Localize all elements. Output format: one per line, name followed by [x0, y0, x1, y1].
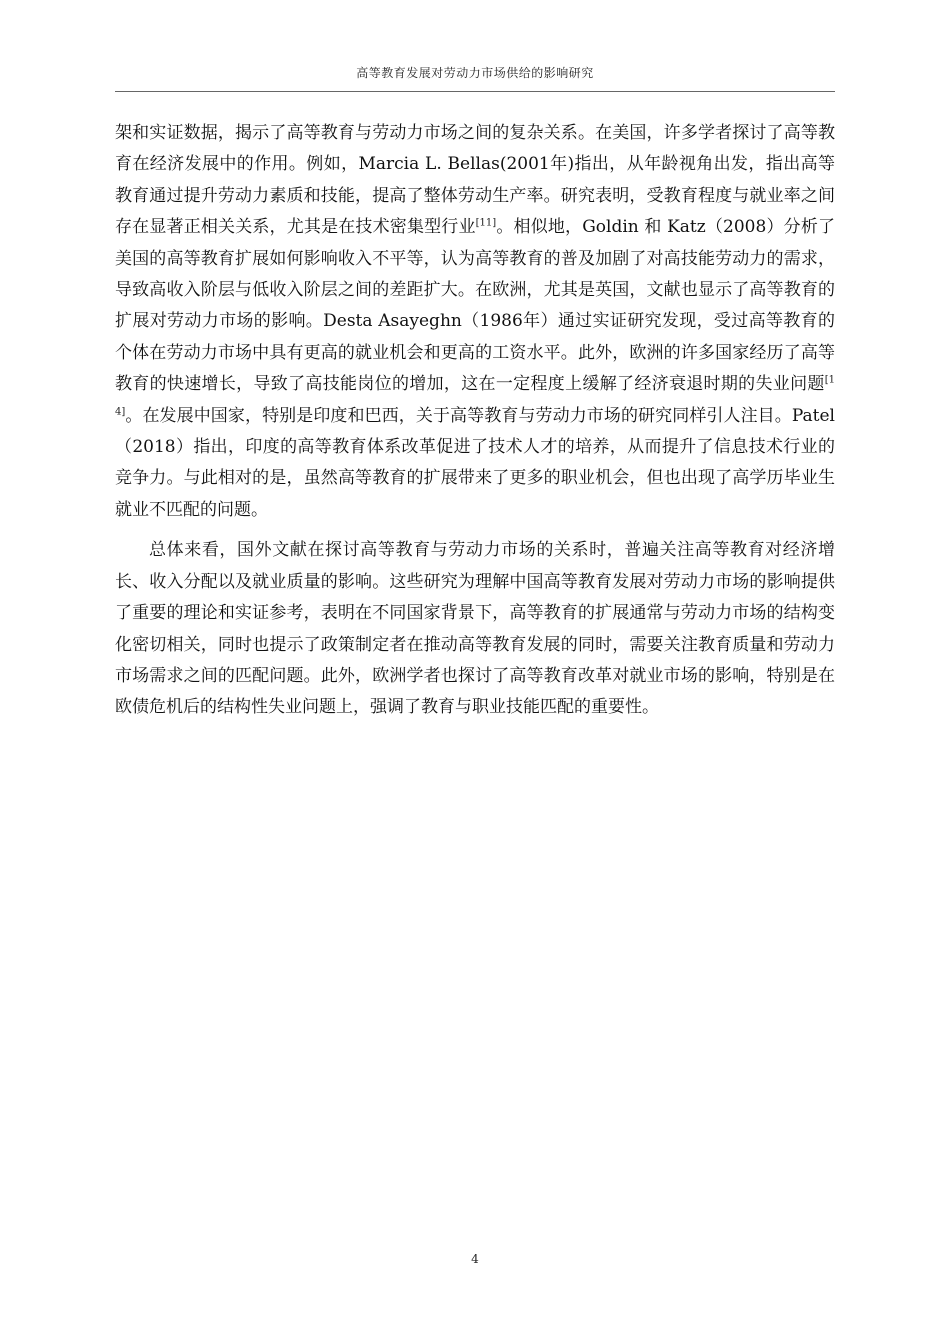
- paragraph-2: [115, 535, 835, 723]
- citation-ref: [14]: [115, 374, 835, 417]
- page-number: 4: [471, 1252, 479, 1266]
- paragraph-text: 。相似地，Goldin 和 Katz（2008）分析了美国的高等教育扩展如何影响收入不平等，认为高等教育的普及加剧了对高技能劳动力的需求，导致高收入阶层与低收入阶层之间的差距扩大。在欧洲，尤其是英国，文献也显示了高等教育的扩展对劳动力市场的影响。Desta Asayeghn（1986年）通过实证研究发现，受过高等教育的个体在劳动力市场中具有更高的就业机会和更高的工资水平。此外，欧洲的许多国家经历了高等教育的快速增长，导致了高技能岗位的增加，这在一定程度上缓解了经济衰退时期的失业问题: [115, 217, 836, 395]
- paragraph-1: [115, 118, 835, 526]
- citation-ref: [11]: [475, 217, 497, 229]
- paragraph-text: 架和实证数据，揭示了高等教育与劳动力市场之间的复杂关系。在美国，许多学者探讨了高等教育在经济发展中的作用。例如，Marcia L. Bellas(2001年)指出，从年龄视角出发，指出高等教育通过提升劳动力素质和技能，提高了整体劳动生产率。研究表明，受教育程度与就业率之间存在显著正相关关系，尤其是在技术密集型行业: [115, 123, 835, 238]
- running-header: 高等教育发展对劳动力市场供给的影响研究: [115, 64, 835, 92]
- paragraph-text: 。在发展中国家，特别是印度和巴西，关于高等教育与劳动力市场的研究同样引人注目。Patel（2018）指出，印度的高等教育体系改革促进了技术人才的培养，从而提升了信息技术行业的竞争力。与此相对的是，虽然高等教育的扩展带来了更多的职业机会，但也出现了高学历毕业生就业不匹配的问题。: [115, 405, 835, 520]
- paragraph-text: 总体来看，国外文献在探讨高等教育与劳动力市场的关系时，普遍关注高等教育对经济增长、收入分配以及就业质量的影响。这些研究为理解中国高等教育发展对劳动力市场的影响提供了重要的理论和实证参考，表明在不同国家背景下，高等教育的扩展通常与劳动力市场的结构变化密切相关，同时也提示了政策制定者在推动高等教育发展的同时，需要关注教育质量和劳动力市场需求之间的匹配问题。此外，欧洲学者也探讨了高等教育改革对就业市场的影响，特别是在欧债危机后的结构性失业问题上，强调了教育与职业技能匹配的重要性。: [115, 540, 835, 718]
- body-content: [115, 118, 835, 724]
